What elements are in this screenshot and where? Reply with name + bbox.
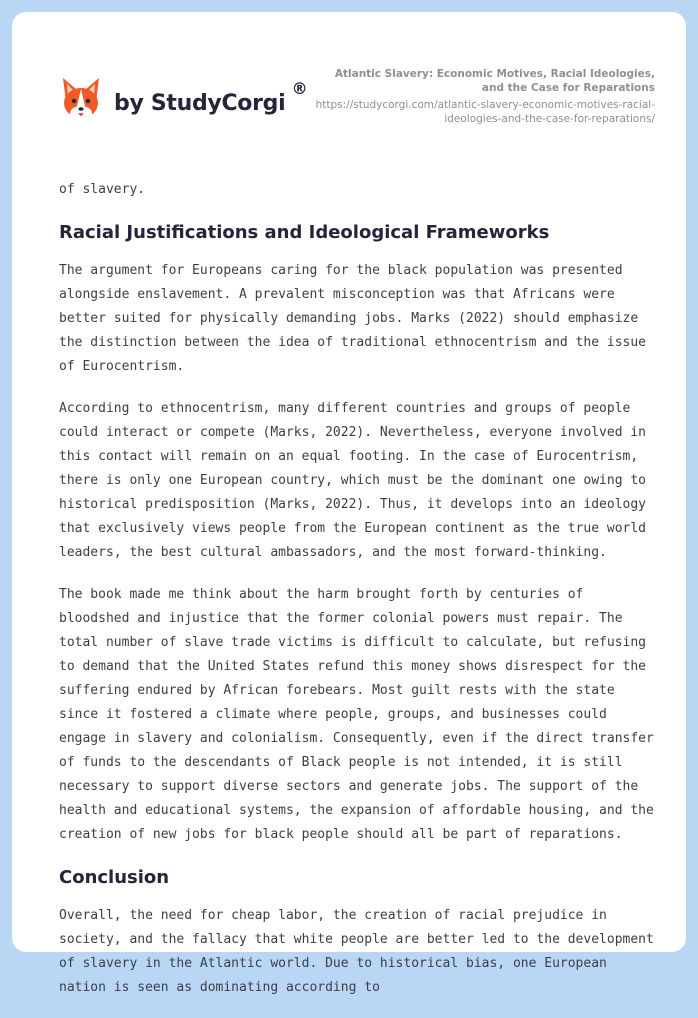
paragraph: According to ethnocentrism, many different countries and groups of people could interact or compete (Marks, 2022). Nevertheless, everyone involved in this contact will remain on an equal footing. In the case of Eurocentrism, there is only one European country, which must be the dominant one owing to historical predisposition (Marks, 2022). Thus, it develops into an ideology that exclusively views people from the European continent as the true world leaders, the best cultural ambassadors, and the most forward-thinking.: [59, 401, 646, 560]
paragraph: The argument for Europeans caring for the black population was presented alongside enslavement. A prevalent misconception was that Africans were better suited for physically demanding jobs. Marks (2022) should emphasize the distinction between the idea of traditional ethnocentrism and the issue of Eurocentrism.: [59, 263, 646, 374]
registered-mark: ®: [291, 78, 308, 98]
studycorgi-logo[interactable]: [60, 76, 308, 122]
paragraph: Overall, the need for cheap labor, the creation of racial prejudice in society, and the fallacy that white people are better led to the development of slavery in the Atlantic world. Due to historical bias, one European nation is seen as dominating according to: [59, 908, 654, 995]
document-title: Atlantic Slavery: Economic Motives, Racial Ideologies, and the Case for Reparations: [334, 68, 655, 94]
document-meta: [315, 67, 655, 126]
brand-name: [114, 78, 308, 116]
paragraph: The book made me think about the harm brought forth by centuries of bloodshed and injustice that the former colonial powers must repair. The total number of slave trade victims is difficult to calculate, but refusing to demand that the United States refund this money shows disrespect for the suffering endured by African forebears. Most guilt rests with the state since it fostered a climate where people, groups, and businesses could engage in slavery and colonialism. Consequently, even if the direct transfer of funds to the descendants of Black people is not intended, it is still necessary to support diverse sectors and generate jobs. The support of the health and educational systems, the expansion of affordable housing, and the creation of new jobs for black people should all be part of reparations.: [59, 587, 654, 842]
brand-text: by StudyCorgi: [114, 90, 286, 116]
document-content: [59, 178, 659, 1018]
document-page: [12, 12, 686, 995]
paragraph-fragment: of slavery.: [59, 182, 146, 197]
section-heading-racial: Racial Justifications and Ideological Frameworks: [59, 222, 550, 243]
corgi-icon: [60, 76, 102, 122]
document-url[interactable]: https://studycorgi.com/atlantic-slavery-economic-motives-racial-ideologies-and-the-case-for-reparations/: [315, 99, 655, 125]
section-heading-conclusion: Conclusion: [59, 867, 170, 888]
